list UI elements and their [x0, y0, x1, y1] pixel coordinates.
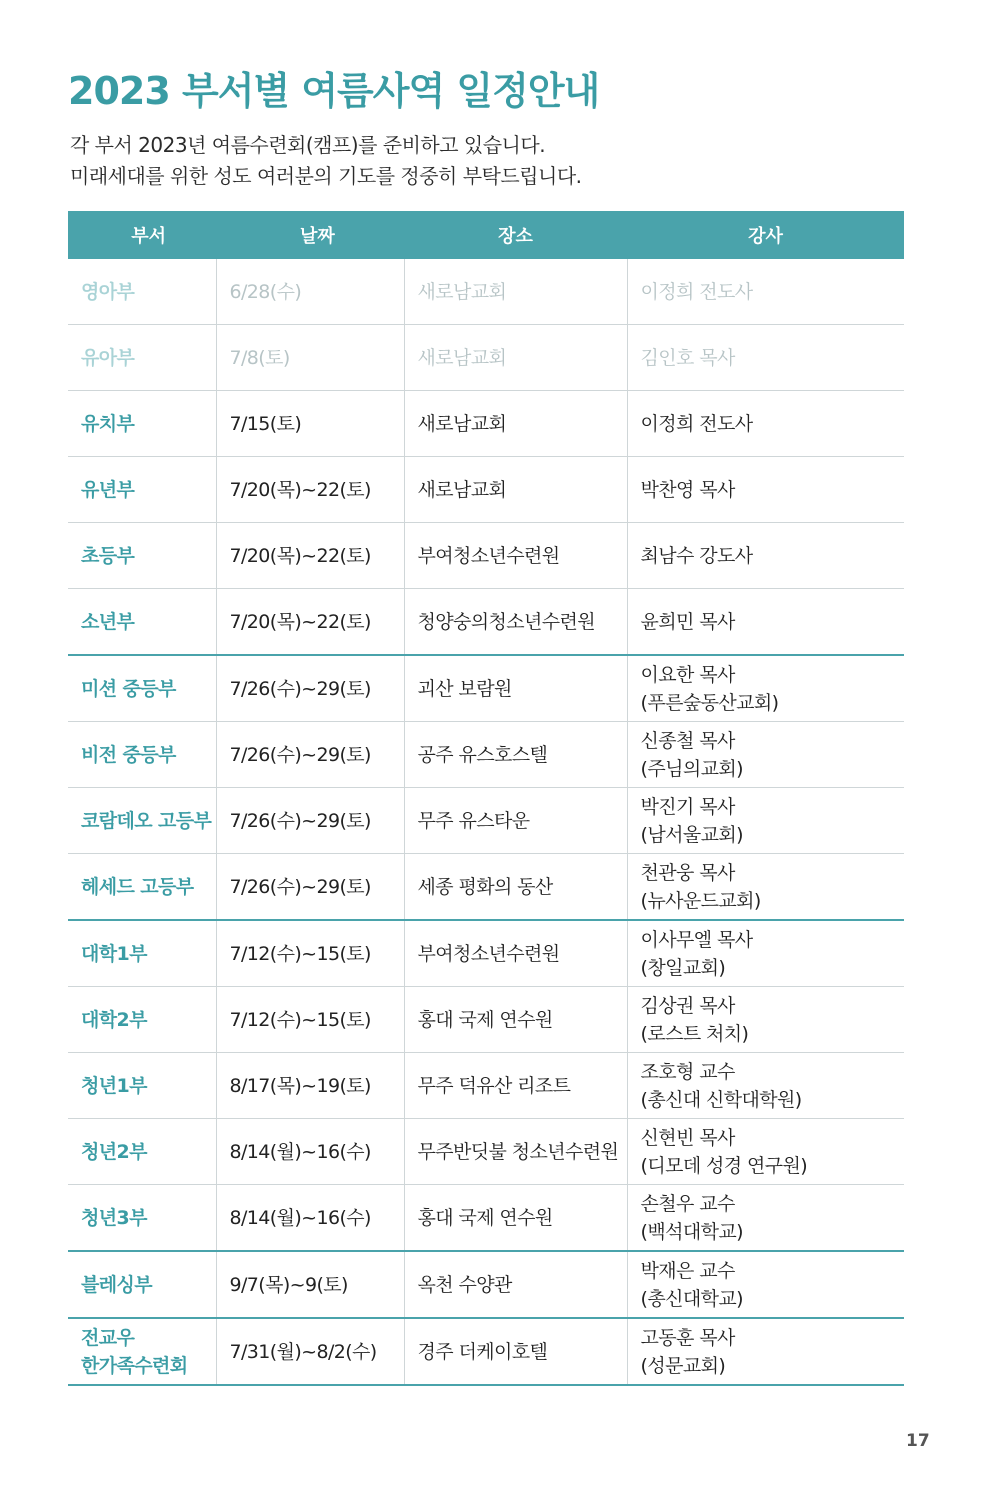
cell-speaker — [627, 325, 904, 391]
cell-place: 옥천 수양관 — [404, 1251, 627, 1318]
cell-dept-line: 한가족수련회 — [81, 1354, 188, 1377]
cell-speaker-line: 최남수 강도사 — [640, 544, 753, 567]
table-row — [68, 325, 904, 391]
intro-line: 미래세대를 위한 성도 여러분의 기도를 정중히 부탁드립니다. — [70, 164, 582, 188]
table-row — [68, 1318, 904, 1385]
cell-place: 괴산 보람원 — [404, 655, 627, 722]
cell-dept-line: 코람데오 고등부 — [81, 809, 212, 832]
cell-date: 7/26(수)~29(토) — [216, 788, 404, 854]
cell-date: 7/26(수)~29(토) — [216, 722, 404, 788]
cell-date: 7/20(목)~22(토) — [216, 589, 404, 656]
cell-speaker-line: 김인호 목사 — [640, 346, 735, 369]
cell-dept — [68, 1185, 216, 1252]
cell-speaker-line: 신현빈 목사 — [640, 1126, 735, 1149]
intro-line: 각 부서 2023년 여름수련회(캠프)를 준비하고 있습니다. — [70, 133, 546, 157]
cell-speaker — [627, 391, 904, 457]
intro-text — [70, 130, 582, 192]
cell-speaker-line: 조호형 교수 — [640, 1060, 735, 1083]
cell-dept-line: 대학2부 — [81, 1008, 147, 1031]
cell-place: 홍대 국제 연수원 — [404, 1185, 627, 1252]
cell-dept-line: 청년1부 — [81, 1074, 147, 1097]
cell-speaker-line: (창일교회) — [640, 956, 726, 979]
cell-dept — [68, 523, 216, 589]
cell-speaker-line: (디모데 성경 연구원) — [640, 1154, 808, 1177]
cell-date: 6/28(수) — [216, 259, 404, 325]
cell-speaker-line: (총신대학교) — [640, 1287, 743, 1310]
cell-dept — [68, 854, 216, 921]
table-row — [68, 987, 904, 1053]
cell-place: 부여청소년수련원 — [404, 523, 627, 589]
cell-speaker-line: (총신대 신학대학원) — [640, 1088, 802, 1111]
cell-dept-line: 청년2부 — [81, 1140, 147, 1163]
cell-speaker-line: 신종철 목사 — [640, 729, 735, 752]
cell-speaker-line: 이요한 목사 — [640, 663, 735, 686]
cell-speaker-line: (백석대학교) — [640, 1220, 743, 1243]
table-row — [68, 589, 904, 656]
cell-dept-line: 유치부 — [81, 412, 135, 435]
cell-speaker — [627, 920, 904, 987]
cell-speaker-line: (성문교회) — [640, 1354, 726, 1377]
cell-place: 세종 평화의 동산 — [404, 854, 627, 921]
table-row — [68, 722, 904, 788]
cell-speaker — [627, 854, 904, 921]
cell-dept — [68, 920, 216, 987]
cell-speaker — [627, 1053, 904, 1119]
cell-speaker-line: 손철우 교수 — [640, 1192, 735, 1215]
cell-dept-line: 초등부 — [81, 544, 135, 567]
cell-dept — [68, 259, 216, 325]
cell-speaker-line: (로스트 처치) — [640, 1022, 749, 1045]
cell-place: 새로남교회 — [404, 259, 627, 325]
cell-speaker-line: (뉴사운드교회) — [640, 889, 761, 912]
table-row — [68, 655, 904, 722]
cell-speaker-line: (남서울교회) — [640, 823, 743, 846]
cell-dept-line: 전교우 — [81, 1326, 135, 1349]
cell-date: 7/26(수)~29(토) — [216, 854, 404, 921]
cell-speaker — [627, 987, 904, 1053]
cell-dept — [68, 1318, 216, 1385]
cell-speaker — [627, 457, 904, 523]
cell-dept — [68, 987, 216, 1053]
cell-dept-line: 청년3부 — [81, 1206, 147, 1229]
cell-speaker-line: 박진기 목사 — [640, 795, 735, 818]
table-row — [68, 1185, 904, 1252]
table-row — [68, 1053, 904, 1119]
cell-speaker-line: 이정희 전도사 — [640, 280, 753, 303]
cell-dept-line: 헤세드 고등부 — [81, 875, 194, 898]
cell-speaker-line: 윤희민 목사 — [640, 610, 735, 633]
cell-dept-line: 블레싱부 — [81, 1273, 153, 1296]
cell-speaker-line: 박찬영 목사 — [640, 478, 735, 501]
cell-speaker — [627, 655, 904, 722]
table-row — [68, 259, 904, 325]
cell-speaker-line: 이사무엘 목사 — [640, 928, 753, 951]
table-body — [68, 259, 904, 1385]
cell-speaker-line: 이정희 전도사 — [640, 412, 753, 435]
cell-date: 7/15(토) — [216, 391, 404, 457]
cell-speaker — [627, 589, 904, 656]
cell-speaker — [627, 722, 904, 788]
table-row — [68, 788, 904, 854]
page-title: 2023 부서별 여름사역 일정안내 — [68, 69, 600, 113]
cell-speaker-line: (주님의교회) — [640, 757, 743, 780]
cell-speaker — [627, 1185, 904, 1252]
cell-speaker-line: 천관웅 목사 — [640, 861, 735, 884]
cell-date: 7/20(목)~22(토) — [216, 523, 404, 589]
cell-place: 새로남교회 — [404, 391, 627, 457]
cell-date: 7/8(토) — [216, 325, 404, 391]
cell-place: 새로남교회 — [404, 457, 627, 523]
cell-dept — [68, 1251, 216, 1318]
cell-speaker — [627, 788, 904, 854]
cell-place: 청양숭의청소년수련원 — [404, 589, 627, 656]
table-row — [68, 920, 904, 987]
header-speaker: 강사 — [627, 211, 904, 259]
cell-date: 7/12(수)~15(토) — [216, 987, 404, 1053]
cell-speaker — [627, 259, 904, 325]
cell-speaker — [627, 523, 904, 589]
cell-dept-line: 미션 중등부 — [81, 677, 176, 700]
cell-dept — [68, 655, 216, 722]
table-header-row — [68, 211, 904, 259]
cell-speaker — [627, 1119, 904, 1185]
table-row — [68, 391, 904, 457]
cell-date: 7/20(목)~22(토) — [216, 457, 404, 523]
table-row — [68, 523, 904, 589]
cell-date: 9/7(목)~9(토) — [216, 1251, 404, 1318]
cell-dept-line: 유아부 — [81, 346, 135, 369]
cell-place: 무주 덕유산 리조트 — [404, 1053, 627, 1119]
cell-dept-line: 대학1부 — [81, 942, 147, 965]
cell-dept-line: 소년부 — [81, 610, 135, 633]
cell-date: 7/26(수)~29(토) — [216, 655, 404, 722]
cell-speaker-line: 김상권 목사 — [640, 994, 735, 1017]
cell-speaker-line: (푸른숲동산교회) — [640, 691, 779, 714]
cell-place: 무주반딧불 청소년수련원 — [404, 1119, 627, 1185]
cell-dept — [68, 1119, 216, 1185]
cell-dept — [68, 325, 216, 391]
cell-dept-line: 영아부 — [81, 280, 135, 303]
cell-speaker-line: 고동훈 목사 — [640, 1326, 735, 1349]
cell-dept-line: 비전 중등부 — [81, 743, 176, 766]
cell-dept — [68, 589, 216, 656]
table-row — [68, 1251, 904, 1318]
header-dept: 부서 — [68, 211, 216, 259]
cell-place: 공주 유스호스텔 — [404, 722, 627, 788]
table-row — [68, 1119, 904, 1185]
table-row — [68, 457, 904, 523]
cell-place: 경주 더케이호텔 — [404, 1318, 627, 1385]
cell-date: 7/31(월)~8/2(수) — [216, 1318, 404, 1385]
cell-speaker-line: 박재은 교수 — [640, 1259, 735, 1282]
page-number: 17 — [906, 1431, 930, 1451]
cell-dept — [68, 457, 216, 523]
header-date: 날짜 — [216, 211, 404, 259]
cell-dept — [68, 788, 216, 854]
cell-date: 8/14(월)~16(수) — [216, 1119, 404, 1185]
cell-place: 홍대 국제 연수원 — [404, 987, 627, 1053]
cell-place: 부여청소년수련원 — [404, 920, 627, 987]
cell-date: 8/14(월)~16(수) — [216, 1185, 404, 1252]
cell-dept — [68, 1053, 216, 1119]
cell-dept — [68, 391, 216, 457]
schedule-table — [68, 211, 904, 1386]
header-place: 장소 — [404, 211, 627, 259]
table-row — [68, 854, 904, 921]
cell-place: 새로남교회 — [404, 325, 627, 391]
cell-date: 8/17(목)~19(토) — [216, 1053, 404, 1119]
cell-speaker — [627, 1251, 904, 1318]
cell-place: 무주 유스타운 — [404, 788, 627, 854]
cell-dept-line: 유년부 — [81, 478, 135, 501]
cell-date: 7/12(수)~15(토) — [216, 920, 404, 987]
cell-dept — [68, 722, 216, 788]
cell-speaker — [627, 1318, 904, 1385]
